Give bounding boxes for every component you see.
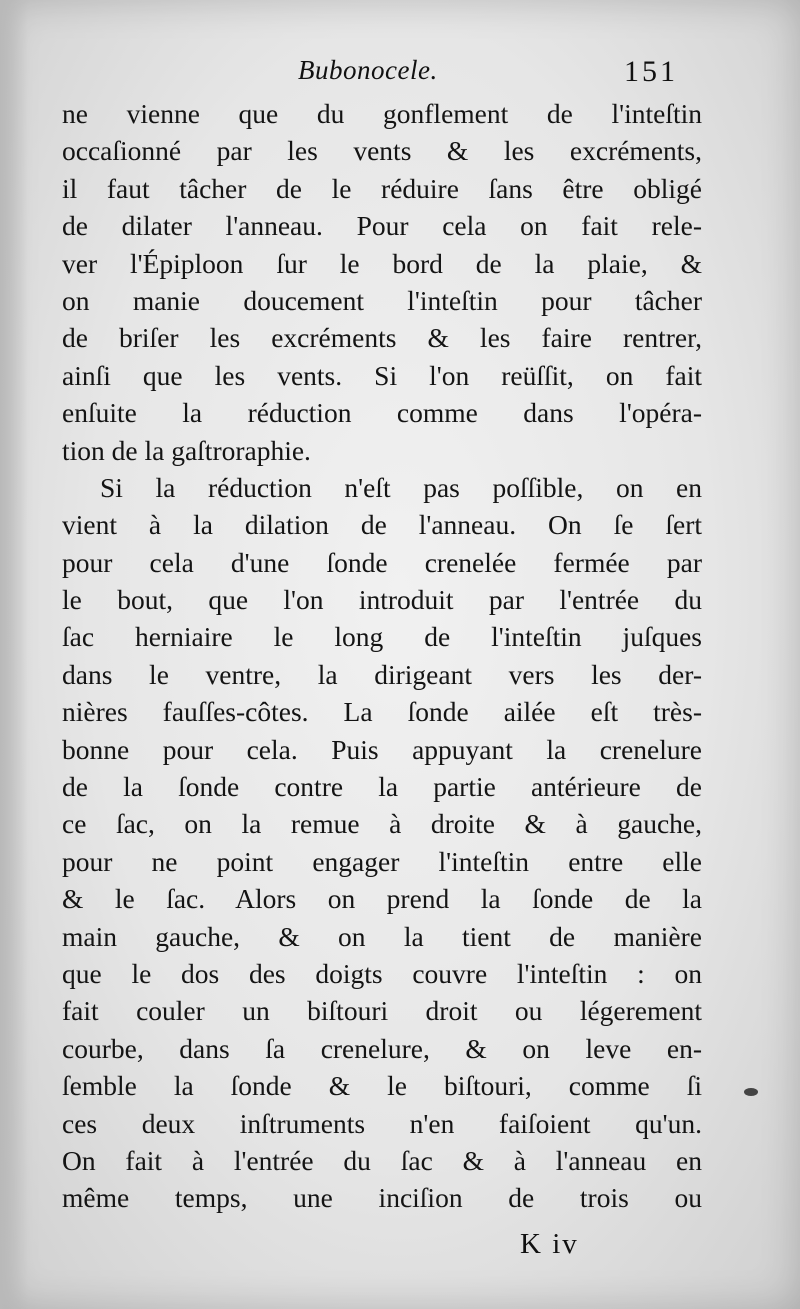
text-line: il faut tâcher de le réduire ſans être obligé [62, 172, 702, 204]
text-line: le bout, que l'on introduit par l'entrée du [62, 584, 702, 616]
body-text [62, 95, 702, 1217]
text-line: main gauche, & on la tient de manière [62, 920, 702, 952]
text-line: enſuite la réduction comme dans l'opéra- [62, 397, 702, 429]
text-line: tion de la gaſtroraphie. [62, 434, 311, 466]
running-title: Bubonocele. [298, 55, 438, 85]
text-line: pour cela d'une ſonde crenelée fermée par [62, 546, 702, 578]
text-line: même temps, une inciſion de trois ou [62, 1182, 702, 1214]
text-line: ces deux inſtruments n'en faiſoient qu'un. [62, 1107, 702, 1139]
text-line: ce ſac, on la remue à droite & à gauche, [62, 808, 702, 840]
text-line: ainſi que les vents. Si l'on reüſſit, on fait [62, 359, 702, 391]
paragraph-1 [62, 95, 702, 469]
text-line: de dilater l'anneau. Pour cela on fait rele- [62, 210, 702, 242]
page-number: 151 [624, 55, 678, 88]
text-line: Si la réduction n'eſt pas poſſible, on en [100, 471, 702, 503]
text-line: vient à la dilation de l'anneau. On ſe ſert [62, 509, 702, 541]
text-line: on manie doucement l'inteſtin pour tâcher [62, 284, 702, 316]
text-line: On fait à l'entrée du ſac & à l'anneau en [62, 1144, 702, 1176]
text-line: que le dos des doigts couvre l'inteſtin : on [62, 957, 702, 989]
text-line: & le ſac. Alors on prend la ſonde de la [62, 883, 702, 915]
text-line: ne vienne que du gonflement de l'inteſtin [62, 98, 702, 129]
text-line: ver l'Épiploon ſur le bord de la plaie, & [62, 247, 702, 279]
running-head [0, 55, 800, 91]
text-line: ſemble la ſonde & le biſtouri, comme ſi [62, 1070, 702, 1102]
text-line: dans le ventre, la dirigeant vers les der- [62, 658, 702, 690]
signature-mark: K iv [520, 1228, 579, 1260]
text-line: de briſer les excréments & les faire rentrer, [62, 322, 702, 354]
ink-speck [744, 1088, 758, 1096]
text-line: ſac herniaire le long de l'inteſtin juſques [62, 621, 702, 653]
page-gutter-shadow [0, 0, 28, 1309]
text-line: courbe, dans ſa crenelure, & on leve en- [62, 1032, 702, 1064]
text-line: nières fauſſes-côtes. La ſonde ailée eſt très- [62, 696, 702, 728]
paragraph-2 [62, 469, 702, 1217]
text-line: bonne pour cela. Puis appuyant la crenelure [62, 733, 702, 765]
text-line: fait couler un biſtouri droit ou légerement [62, 995, 702, 1027]
text-line: de la ſonde contre la partie antérieure de [62, 771, 702, 803]
text-line: occaſionné par les vents & les excréments, [62, 135, 702, 167]
text-line: pour ne point engager l'inteſtin entre elle [62, 845, 702, 877]
